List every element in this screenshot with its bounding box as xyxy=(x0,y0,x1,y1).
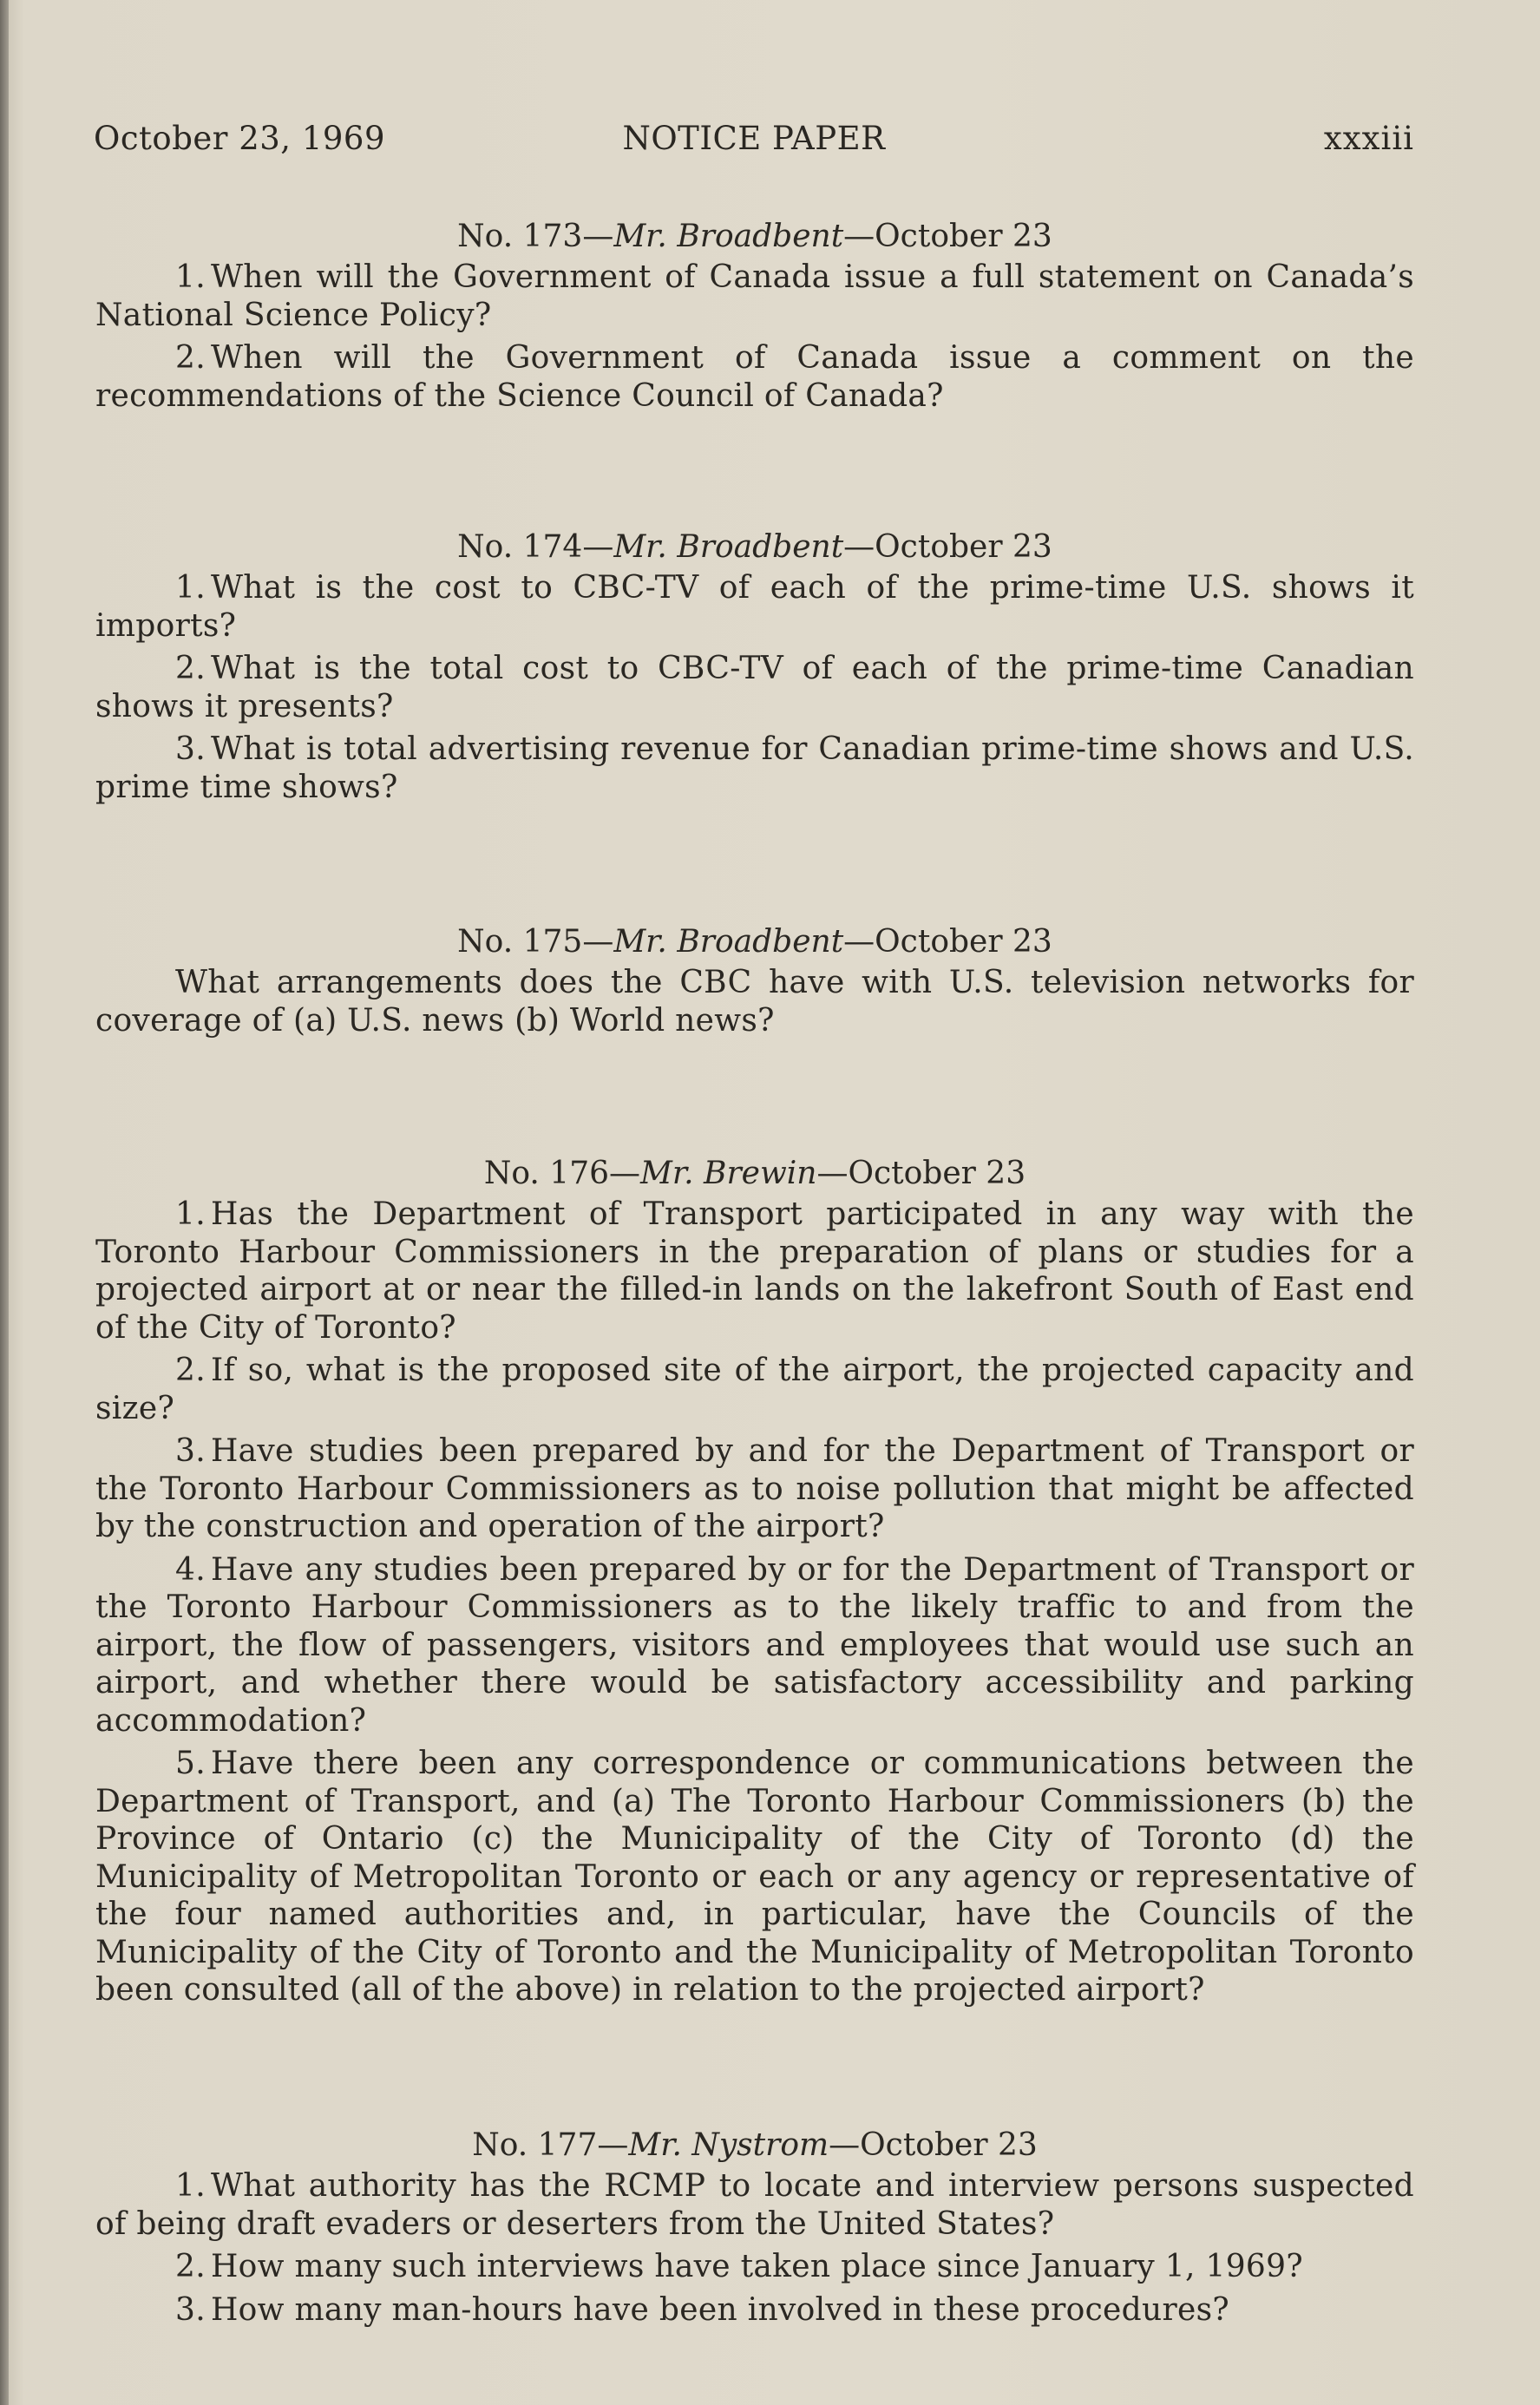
question-177 xyxy=(95,2126,1414,2334)
item-text: When will the Government of Canada issue a comment on the recommendations of the Science Council of Canada? xyxy=(95,340,1414,414)
item-text: Have studies been prepared by and for the Department of Transport or the Toronto Harbour Commissioners as to noise pollution that might be affected by the construction and operation of the airport? xyxy=(95,1433,1414,1544)
item-number: 1. xyxy=(175,259,206,295)
question-item xyxy=(95,650,1414,725)
item-text: What is the total cost to CBC-TV of each of the prime-time Canadian shows it presents? xyxy=(95,651,1414,724)
question-heading: No. 176—Mr. Brewin—October 23 xyxy=(483,1156,1026,1191)
question-item xyxy=(95,259,1414,334)
question-item xyxy=(95,1196,1414,1347)
item-number: 2. xyxy=(175,340,206,376)
question-item xyxy=(95,964,1414,1039)
page-number: xxxiii xyxy=(1323,120,1414,157)
question-item xyxy=(95,1551,1414,1740)
question-175 xyxy=(95,922,1414,1045)
question-heading: No. 174—Mr. Broadbent—October 23 xyxy=(457,529,1052,565)
question-heading: No. 177—Mr. Nystrom—October 23 xyxy=(472,2127,1038,2163)
question-item xyxy=(95,1432,1414,1546)
question-item xyxy=(95,339,1414,415)
member-name: Mr. Broadbent xyxy=(613,924,844,960)
question-item xyxy=(95,2248,1414,2286)
item-text: If so, what is the proposed site of the airport, the projected capacity and size? xyxy=(95,1353,1414,1426)
item-number: 3. xyxy=(175,731,206,767)
item-number: 2. xyxy=(175,2249,206,2284)
header-title: NOTICE PAPER xyxy=(622,120,886,157)
item-text: Have there been any correspondence or communications between the Department of Transport, and (a) The Toronto Harbour Commissioners (b) the Province of Ontario (c) the Municipality of the City of Toronto (d) the Municipality of Metropolitan Toronto or each or any agency or representative of the four named authorities and, in particular, have the Councils of the Municipality of the City of Toronto and the Municipality of Metropolitan Toronto been consulted (all of the above) in relation to the projected airport? xyxy=(95,1746,1414,2008)
member-name: Mr. Broadbent xyxy=(613,219,844,254)
question-heading: No. 173—Mr. Broadbent—October 23 xyxy=(457,219,1052,254)
question-item xyxy=(95,1745,1414,2009)
page-header xyxy=(94,120,1414,163)
item-text: What is the cost to CBC-TV of each of the prime-time U.S. shows it imports? xyxy=(95,570,1414,644)
question-item xyxy=(95,569,1414,645)
header-date: October 23, 1969 xyxy=(94,120,385,157)
item-number: 3. xyxy=(175,2291,206,2328)
item-text: When will the Government of Canada issue a full statement on Canada’s National Science Policy? xyxy=(95,259,1414,333)
member-name: Mr. Brewin xyxy=(640,1156,817,1191)
member-name: Mr. Broadbent xyxy=(613,529,844,565)
item-number: 4. xyxy=(175,1551,206,1588)
item-number: 1. xyxy=(175,2168,206,2204)
question-item xyxy=(95,1352,1414,1427)
item-number: 2. xyxy=(175,1353,206,1388)
member-name: Mr. Nystrom xyxy=(628,2127,829,2163)
item-text: What arrangements does the CBC have with U.S. television networks for coverage of (a) U.S. news (b) World news? xyxy=(95,965,1414,1039)
item-text: Has the Department of Transport participated in any way with the Toronto Harbour Commissioners in the preparation of plans or studies for a projected airport at or near the filled-in lands on the lakefront South of East end of the City of Toronto? xyxy=(95,1196,1414,1346)
item-number: 1. xyxy=(175,570,206,606)
item-number: 5. xyxy=(175,1746,206,1781)
item-number: 2. xyxy=(175,651,206,686)
binding-edge xyxy=(0,0,9,2405)
item-text: How many man-hours have been involved in these procedures? xyxy=(210,2291,1229,2328)
item-text: How many such interviews have taken place since January 1, 1969? xyxy=(210,2249,1303,2284)
question-173 xyxy=(95,217,1414,420)
item-number: 3. xyxy=(175,1433,206,1469)
item-number: 1. xyxy=(175,1196,206,1232)
question-174 xyxy=(95,528,1414,811)
question-item xyxy=(95,731,1414,806)
question-item xyxy=(95,2291,1414,2330)
item-text: Have any studies been prepared by or for the Department of Transport or the Toronto Harbour Commissioners as to the likely traffic to and from the airport, the flow of passengers, visitors and employees that would use such an airport, and whether there would be satisfactory accessibility and parking accommodation? xyxy=(95,1551,1414,1739)
question-item xyxy=(95,2167,1414,2243)
item-text: What authority has the RCMP to locate and interview persons suspected of being draft evaders or deserters from the United States? xyxy=(95,2168,1414,2242)
item-text: What is total advertising revenue for Canadian prime-time shows and U.S. prime time shows? xyxy=(95,731,1414,805)
question-heading: No. 175—Mr. Broadbent—October 23 xyxy=(457,924,1052,960)
question-176 xyxy=(95,1154,1414,2015)
